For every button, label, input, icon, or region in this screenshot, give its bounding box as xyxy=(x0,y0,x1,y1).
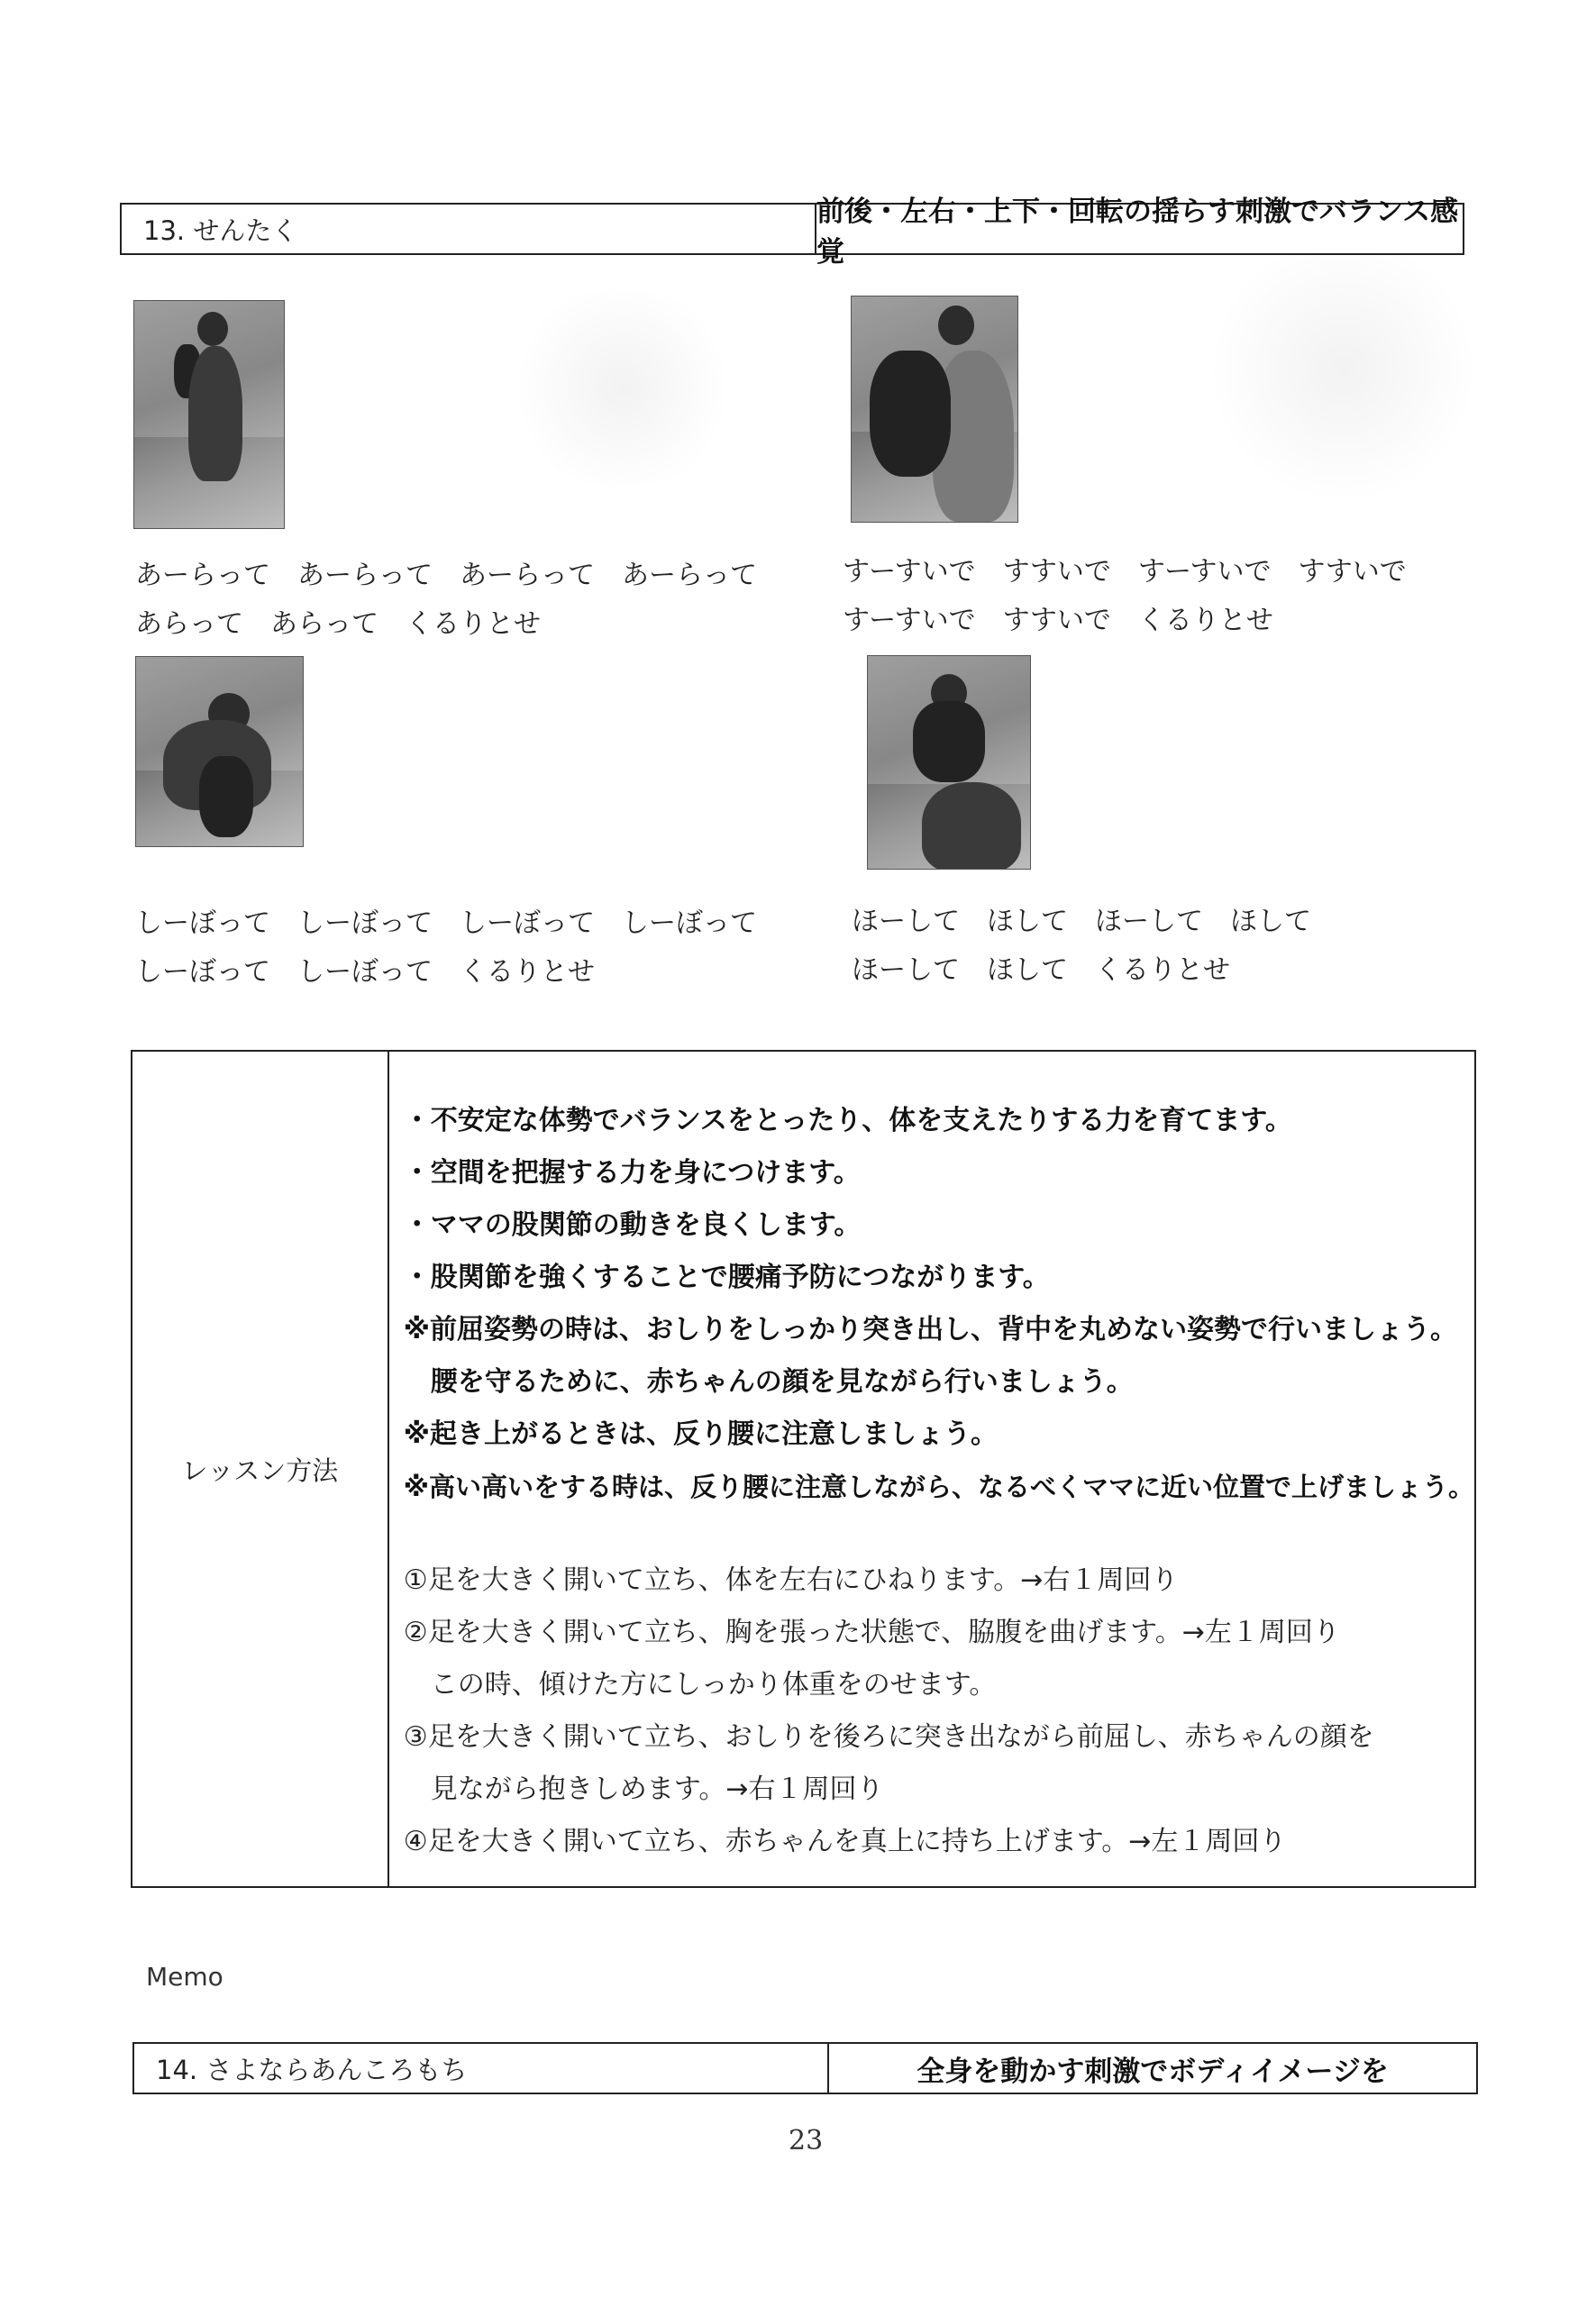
lesson-caution: 腰を守るために、赤ちゃんの顔を見ながら行いましょう。 xyxy=(403,1366,1134,1398)
lesson-point: ・空間を把握する力を身につけます。 xyxy=(403,1157,861,1189)
lesson-step: ①足を大きく開いて立ち、体を左右にひねります。→右１周回り xyxy=(403,1564,1179,1596)
lesson-step: この時、傾けた方にしっかり体重をのせます。 xyxy=(403,1669,997,1701)
lyric-line: すーすいで すすいで すーすいで すすいで xyxy=(843,556,1407,588)
lyric-line: ほーして ほして ほーして ほして xyxy=(852,906,1311,937)
lyric-line: あらって あらって くるりとせ xyxy=(135,608,541,640)
lesson-method-box xyxy=(131,1050,1476,1888)
photo-drying xyxy=(867,655,1031,870)
lyric-line: すーすいで すすいで くるりとせ xyxy=(843,605,1273,636)
photo-washing xyxy=(133,300,285,529)
lesson-step: ④足を大きく開いて立ち、赤ちゃんを真上に持ち上げます。→左１周回り xyxy=(403,1826,1287,1857)
lesson-point: ・股関節を強くすることで腰痛予防につながります。 xyxy=(403,1262,1050,1293)
lesson-caution: ※前屈姿勢の時は、おしりをしっかり突き出し、背中を丸めない姿勢で行いましょう。 xyxy=(403,1314,1457,1345)
lesson-step: 見ながら抱きしめます。→右１周回り xyxy=(403,1774,884,1805)
lesson-caution: ※高い高いをする時は、反り腰に注意しながら、なるべくママに近い位置で上げましょう。 xyxy=(403,1472,1474,1502)
lesson-point: ・ママの股関節の動きを良くします。 xyxy=(403,1209,862,1241)
lesson-method-label: レッスン方法 xyxy=(132,1052,389,1886)
page-number: 23 xyxy=(789,2125,824,2157)
lyrics-wringing xyxy=(135,899,757,997)
lyric-line: あーらって あーらって あーらって あーらって xyxy=(135,560,757,591)
lyric-line: しーぼって しーぼって くるりとせ xyxy=(135,956,595,988)
lyrics-rinsing xyxy=(843,548,1407,645)
memo-label: Memo xyxy=(146,1962,223,1992)
lesson-caution: ※起き上がるときは、反り腰に注意しましょう。 xyxy=(403,1418,998,1450)
photo-rinsing xyxy=(851,296,1018,523)
photo-wringing xyxy=(135,656,304,847)
lyrics-washing xyxy=(135,552,757,649)
lesson-point: ・不安定な体勢でバランスをとったり、体を支えたりする力を育てます。 xyxy=(403,1105,1292,1136)
section-13-subtitle: 前後・左右・上下・回転の揺らす刺激でバランス感覚 xyxy=(816,196,1459,269)
bleed-through-mark xyxy=(505,288,739,487)
section-14-subtitle: 全身を動かす刺激でボディイメージを xyxy=(917,2055,1389,2088)
section-14-title: 14. さよならあんころもち xyxy=(134,2044,829,2093)
bleed-through-mark xyxy=(1208,234,1478,505)
section-14-header xyxy=(132,2042,1478,2094)
lyric-line: しーぼって しーぼって しーぼって しーぼって xyxy=(135,907,757,939)
lesson-step: ③足を大きく開いて立ち、おしりを後ろに突き出ながら前屈し、赤ちゃんの顔を xyxy=(403,1721,1374,1753)
lyrics-drying xyxy=(852,898,1311,995)
lyric-line: ほーして ほして くるりとせ xyxy=(852,954,1230,986)
section-13-header xyxy=(120,196,1464,269)
lesson-step: ②足を大きく開いて立ち、胸を張った状態で、脇腹を曲げます。→左１周回り xyxy=(403,1617,1340,1648)
section-13-title: 13. せんたく xyxy=(122,205,816,253)
lesson-method-content xyxy=(389,1052,1474,1886)
